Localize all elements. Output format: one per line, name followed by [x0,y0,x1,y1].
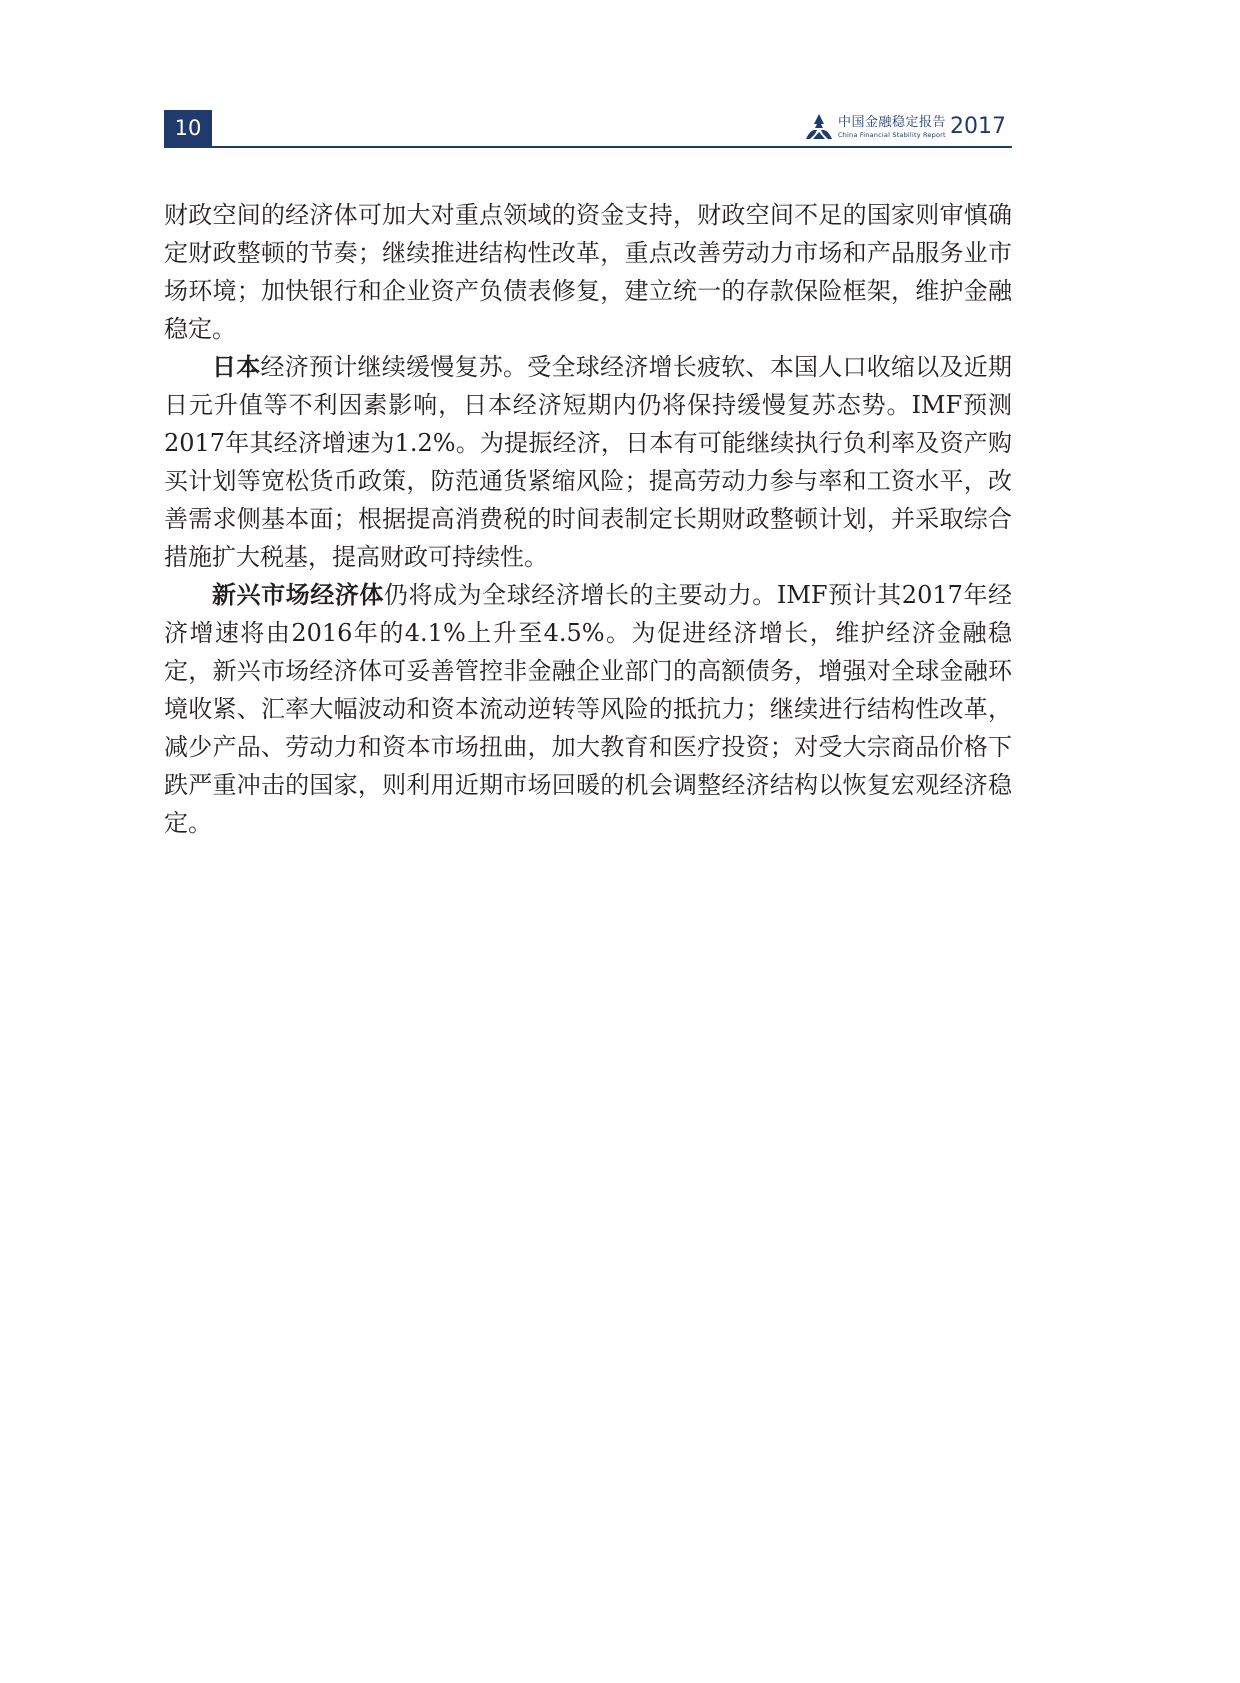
paragraph-lead: 新兴市场经济体 [212,581,384,609]
pboc-logo-icon [804,113,834,141]
paragraph-text: 财政空间的经济体可加大对重点领域的资金支持，财政空间不足的国家则审慎确定财政整顿的节奏；继续推进结构性改革，重点改善劳动力市场和产品服务业市场环境；加快银行和企业资产负债表修复，建立统一的存款保险框架，维护金融稳定。 [164,201,1012,343]
paragraph-text: 经济预计继续缓慢复苏。受全球经济增长疲软、本国人口收缩以及近期日元升值等不利因素影响，日本经济短期内仍将保持缓慢复苏态势。IMF预测2017年其经济增速为1.2%。为提振经济，日本有可能继续执行负利率及资产购买计划等宽松货币政策，防范通货紧缩风险；提高劳动力参与率和工资水平，改善需求侧基本面；根据提高消费税的时间表制定长期财政整顿计划，并采取综合措施扩大税基，提高财政可持续性。 [164,353,1012,571]
report-brand [804,112,1006,142]
paragraph-emerging-markets [164,576,1012,842]
header-divider [164,146,1012,148]
page-header [164,110,1012,148]
report-title-en: China Financial Stability Report [837,130,946,139]
body-text [164,196,1012,842]
paragraph-text: 仍将成为全球经济增长的主要动力。IMF预计其2017年经济增速将由2016年的4.1%上升至4.5%。为促进经济增长，维护经济金融稳定，新兴市场经济体可妥善管控非金融企业部门的高额债务，增强对全球金融环境收紧、汇率大幅波动和资本流动逆转等风险的抵抗力；继续进行结构性改革，减少产品、劳动力和资本市场扭曲，加大教育和医疗投资；对受大宗商品价格下跌严重冲击的国家，则利用近期市场回暖的机会调整经济结构以恢复宏观经济稳定。 [164,581,1012,837]
page-number: 10 [164,110,212,147]
report-year: 2017 [950,114,1006,139]
paragraph-lead: 日本 [212,353,261,381]
report-title-cn: 中国金融稳定报告 [837,114,946,130]
report-title [838,116,946,139]
paragraph [164,196,1012,348]
paragraph-japan [164,348,1012,576]
